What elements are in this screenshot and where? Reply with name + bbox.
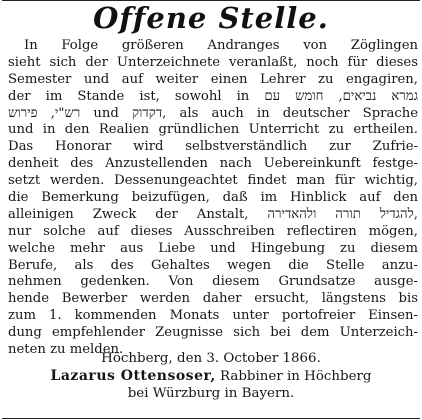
notice-frame	[2, 0, 420, 419]
body-line: alleinigen Zweck der Anstalt, להגדיל תורה ולהאדירה,	[8, 206, 418, 222]
body-line: Berufe, als des Gehaltes wegen die Stelle anzu-	[8, 257, 418, 273]
notice-title: Offene Stelle.	[93, 1, 329, 35]
body-line: Das Honorar wird selbstverständlich zur Zufrie-	[8, 139, 418, 155]
signatory-name: Lazarus Ottensoser,	[50, 367, 216, 384]
place-date: Höchberg, den 3. October 1866.	[101, 351, 321, 366]
body-line: die Bemerkung beizufügen, daß im Hinblick auf den	[8, 190, 418, 206]
body-line: dung empfehlender Zeugnisse sich bei dem Unterzeich-	[8, 325, 418, 341]
signature-block	[2, 350, 420, 403]
body-line: Semester und auf weiter einen Lehrer zu engagiren,	[8, 71, 418, 87]
body-line: der im Stande ist, sowohl in גמרא נביאים, חומש עם	[8, 88, 418, 104]
signatory-role: Rabbiner in Höchberg	[219, 368, 372, 384]
body-line: In Folge größeren Andranges von Zöglingen	[24, 38, 418, 53]
body-line: sieht sich der Unterzeichnete veranlaßt, noch für dieses	[8, 54, 418, 70]
signatory-line	[2, 368, 420, 386]
signatory-location: bei Würzburg in Bayern.	[127, 386, 295, 401]
body-line: welche mehr aus Liebe und Hingebung zu diesem	[8, 240, 418, 256]
body-line: hende Bewerber werden daher ersucht, längstens bis	[8, 291, 418, 307]
body-line: nur solche auf dieses Ausschreiben reflectiren mögen,	[8, 223, 418, 239]
body-line: רש"י, פירוש und דקדוק, als auch in deutscher Sprache	[8, 105, 418, 121]
body-line: neten zu melden.	[8, 342, 124, 358]
notice-body	[8, 38, 418, 359]
body-line: zum 1. kommenden Monats unter portofreier Einsen-	[8, 308, 418, 324]
body-line: setzt werden. Dessenungeachtet findet man für wichtig,	[8, 173, 418, 189]
body-line: denheit des Anzustellenden nach Uebereinkunft festge-	[8, 156, 418, 172]
body-line: nehmen gedenken. Von diesem Grundsatze ausge-	[8, 274, 418, 290]
body-line: und in den Realien gründlichen Unterricht zu ertheilen.	[8, 122, 418, 138]
